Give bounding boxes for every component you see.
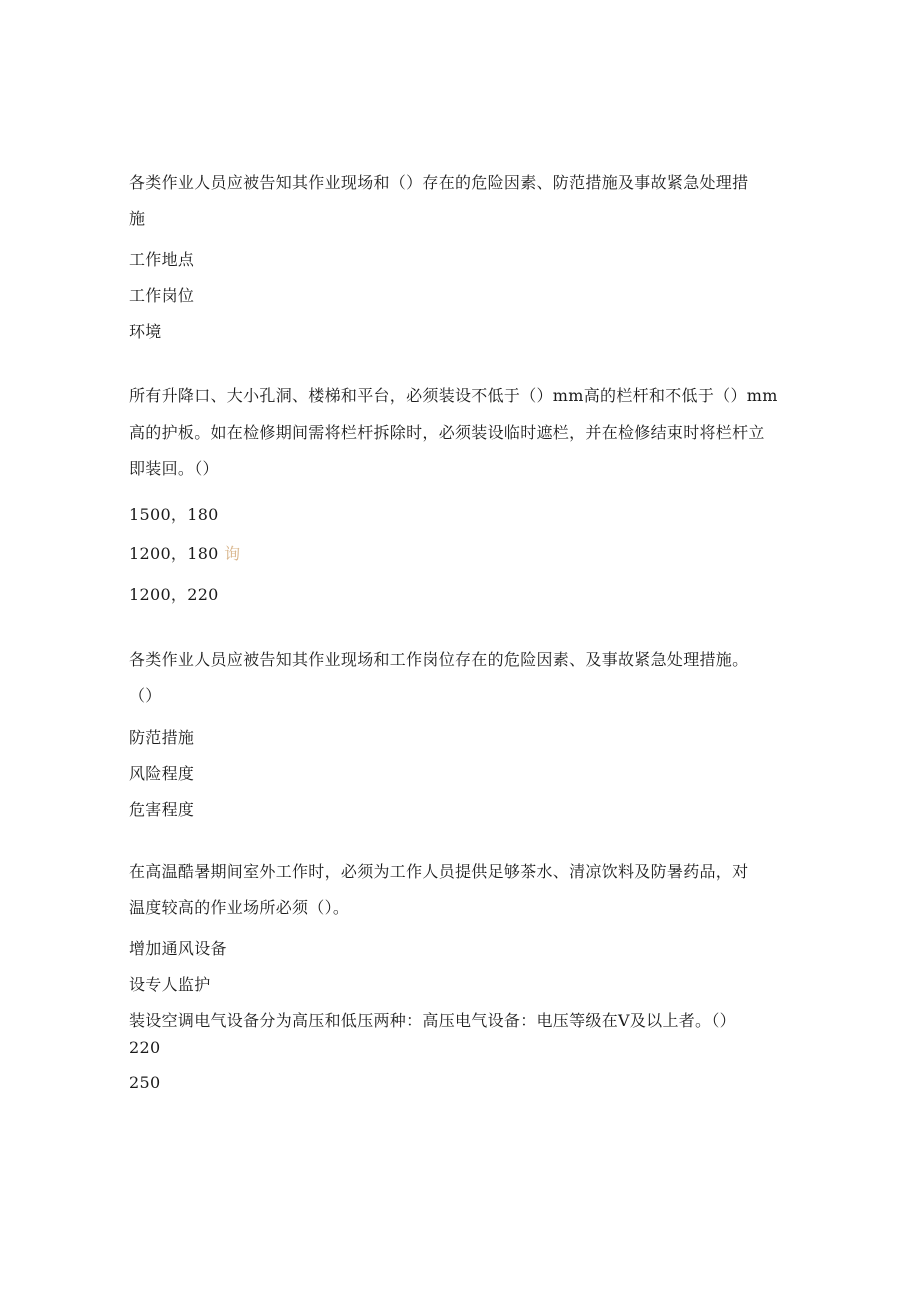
question-4-option-b: 设专人监护 [129,975,211,994]
question-2-option-b: 1200，180 [129,544,219,563]
question-4-option-c: 装设空调 [129,1011,195,1030]
question-5-option-a: 220 [129,1038,161,1057]
question-2-option-b-row [129,544,240,564]
question-3-option-c: 危害程度 [129,800,195,819]
question-2-stem-line-2: 高的护板。如在检修期间需将栏杆拆除时，必须装设临时遮栏，并在检修结束时将栏杆立 [129,423,765,442]
question-5-option-b: 250 [129,1073,161,1092]
question-1-option-a: 工作地点 [129,250,195,269]
question-3-option-b: 风险程度 [129,764,195,783]
question-3-option-a: 防范措施 [129,728,195,747]
question-1-stem-line-1: 各类作业人员应被告知其作业现场和（）存在的危险因素、防范措施及事故紧急处理措 [129,173,749,192]
question-2-option-a: 1500，180 [129,505,219,524]
question-1-option-b: 工作岗位 [129,286,195,305]
question-4-option-a: 增加通风设备 [129,939,227,958]
question-1-option-c: 环境 [129,322,162,341]
question-3-stem-line-1: 各类作业人员应被告知其作业现场和工作岗位存在的危险因素、及事故紧急处理措施。 [129,650,749,669]
question-4-stem-line-1: 在高温酷暑期间室外工作时，必须为工作人员提供足够茶水、清凉饮料及防暑药品，对 [129,862,749,881]
question-5-stem-line-1: 电气设备分为高压和低压两种：高压电气设备：电压等级在V及以上者。（） [194,1011,736,1030]
question-2-option-c: 1200，220 [129,585,219,604]
question-2-stem-line-1: 所有升降口、大小孔洞、楼梯和平台，必须装设不低于（）mm高的栏杆和不低于（）mm [129,386,778,405]
question-3-stem-line-2: （） [129,686,162,705]
question-2-stem-line-3: 即装回。（） [129,459,219,478]
option-mark: 询 [224,544,241,563]
question-4-stem-line-2: 温度较高的作业场所必须（）。 [129,898,350,917]
question-1-stem-line-2: 施 [129,209,146,228]
question-4-option-c-with-question-5-stem [129,1011,736,1031]
